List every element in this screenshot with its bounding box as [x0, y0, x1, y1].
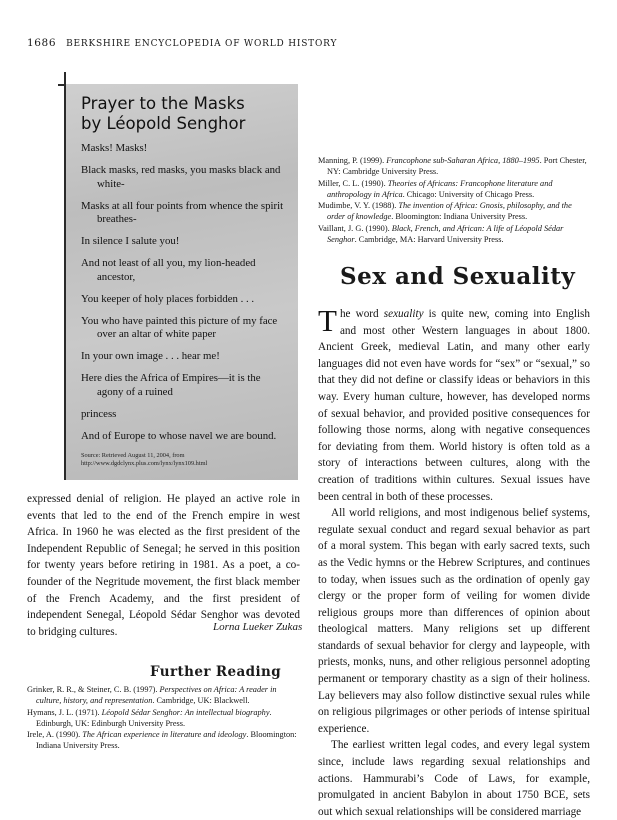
- poem-stanza: You keeper of holy places forbidden . . .: [81, 292, 255, 305]
- article-body: [318, 303, 591, 820]
- article-paragraph: The word sexuality is quite new, coming into English and most other Western languages in about 1800. Ancient Greek, medieval Latin, and many other early languages did not even have words for “sex” or “sexual,” so that they did not define or classify ideas or behaviors in this way. Every human culture, however, has developed norms of sexual behavior, and provided positive consequences for following those norms, along with negative consequences for deviating from them. World history is often told as a story of interactions between cultures, along with the creation of traditions within cultures. Sexual issues have been central in both of these processes.: [318, 303, 591, 503]
- closing-paragraph: expressed denial of religion. He played an active role in events that led to the end of the French empire in west Africa. In 1960 he was elected as the first president of the Independent Republic of Senegal; he served in this position for twenty years before retiring in 1981. As a poet, a co-founder of the Negritude movement, the first black member of the French Academy, and the first president of independent Senegal, Léopold Sédar Senghor was devoted to bridging cultures.: [27, 493, 300, 638]
- article-paragraph: The earliest written legal codes, and every legal system since, include laws regarding sexual relationships and actions. Hammurabi’s Code of Laws, for example, promulgated in ancient Babylon in about 1750 BCE, sets out which sexual relationships will be considered marriage: [318, 739, 590, 818]
- running-header: [27, 37, 337, 49]
- drop-cap: T: [318, 303, 337, 338]
- poem-stanza: And of Europe to whose navel we are bound.: [81, 429, 277, 442]
- poem-stanza: Masks at all four points from whence the spirit breathes-: [81, 199, 284, 225]
- further-reading-list: [27, 684, 300, 752]
- sidebar-title: [81, 94, 284, 134]
- poem-stanza: In silence I salute you!: [81, 235, 180, 247]
- poem-stanza: Here dies the Africa of Empires—it is the agony of a ruined: [81, 372, 261, 398]
- reference-entry: Grinker, R. R., & Steiner, C. B. (1997). Perspectives on Africa: A reader in culture, history, and representation. Cambridge, UK: Blackwell.: [27, 685, 277, 706]
- reference-entry: Vaillant, J. G. (1990). Black, French, and African: A life of Léopold Sédar Senghor. Cambridge, MA: Harvard University Press.: [318, 223, 564, 245]
- page-number: 1686: [27, 37, 57, 49]
- poem-stanza: princess: [81, 407, 117, 420]
- article-title: Sex and Sexuality: [340, 263, 576, 290]
- poem-stanza: In your own image . . . hear me!: [81, 350, 220, 362]
- continued-references: [318, 155, 590, 245]
- article-paragraph: All world religions, and most indigenous belief systems, regulate sexual conduct and regard sexual behavior as part of a moral system. This began with early sacred texts, such as the Vedic hymns or the Hebrew Scriptures, and continues to today, when issues such as the ordination of openly gay clergy or the proper form of veiling for women divide religious groups more than differences of opinion about theological matters. Many religions set up different standards of sexual behavior for clergy and laypeople, with priests, monks, nuns, and other religious personnel adopting permanent or temporary chastity as a sign of their holiness. Lay believers may also follow distinctive sexual rules while on religious pilgrimages or other periods of intense spiritual experience.: [318, 507, 590, 735]
- reference-entry: Mudimbe, V. Y. (1988). The invention of Africa: Gnosis, philosophy, and the order of knowledge. Bloomington: Indiana University Press.: [318, 201, 572, 222]
- sidebar-title-line2: by Léopold Senghor: [81, 114, 246, 133]
- reference-entry: Irele, A. (1990). The African experience in literature and ideology. Bloomington: Indiana University Press.: [27, 730, 297, 751]
- reference-entry: Miller, C. L. (1990). Theories of Africans: Francophone literature and anthropology in Africa. Chicago: University of Chicago Press.: [318, 178, 553, 199]
- poem: [81, 142, 284, 443]
- poem-sidebar: [66, 84, 298, 480]
- poem-stanza: And not least of all you, my lion-headed ancestor,: [81, 257, 256, 283]
- poem-stanza: Masks! Masks!: [81, 142, 148, 154]
- author-credit: Lorna Lueker Zukas: [213, 621, 303, 633]
- left-column-text: [27, 491, 303, 640]
- reference-entry: Manning, P. (1999). Francophone sub-Saharan Africa, 1880–1995. Port Chester, NY: Cambridge University Press.: [318, 156, 587, 177]
- book-title: BERKSHIRE ENCYCLOPEDIA OF WORLD HISTORY: [66, 39, 338, 49]
- poem-stanza: You who have painted this picture of my face over an altar of white paper: [81, 314, 278, 340]
- poem-stanza: Black masks, red masks, you masks black and white-: [81, 164, 281, 190]
- sidebar-title-line1: Prayer to the Masks: [81, 94, 245, 113]
- poem-source: Source: Retrieved August 11, 2004, from http://www.dgdclynx.plus.com/lynx/lynx109.html: [81, 451, 208, 467]
- reference-entry: Hymans, J. L. (1971). Léopold Sédar Senghor: An intellectual biography. Edinburgh, UK: Edinburgh University Press.: [27, 707, 272, 728]
- further-reading-heading: Further Reading: [150, 664, 282, 680]
